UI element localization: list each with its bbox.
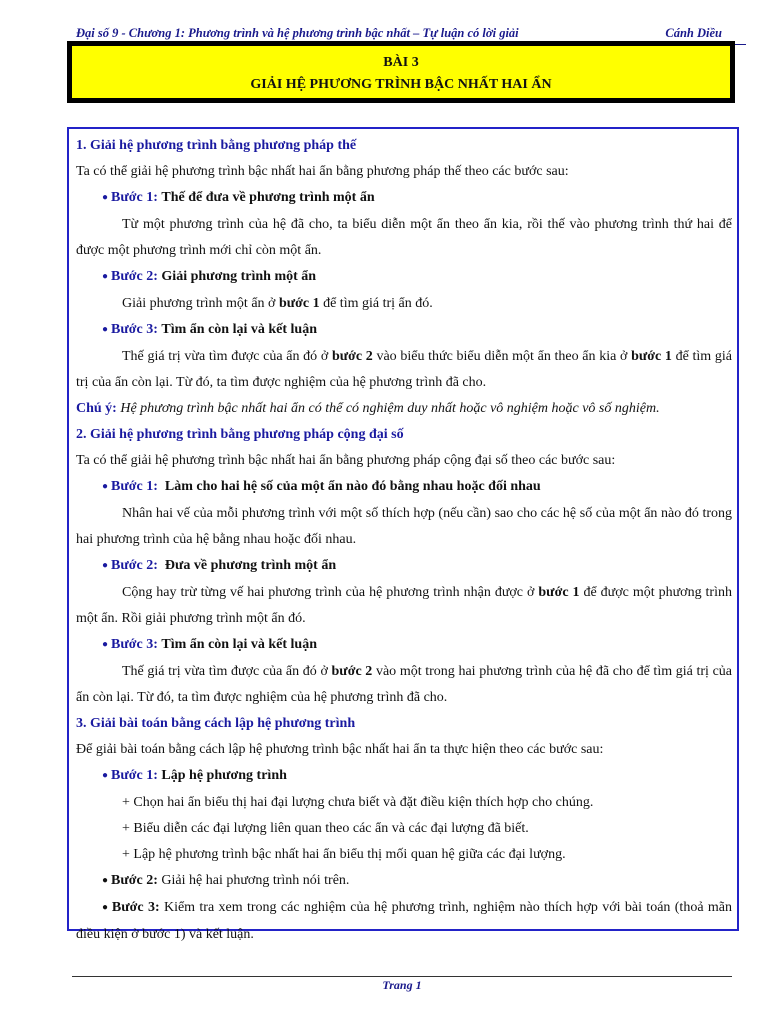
s2-step-1: ● Bước 1: Làm cho hai hệ số của một ẩn nào đó bằng nhau hoặc đối nhau xyxy=(102,479,541,494)
bullet-icon: ● xyxy=(102,770,109,781)
content-frame xyxy=(67,127,739,942)
section-1-intro: Ta có thể giải hệ phương trình bậc nhất hai ẩn bằng phương pháp thế theo các bước sau: xyxy=(76,164,569,179)
section-2-title: 2. Giải hệ phương trình bằng phương pháp cộng đại số xyxy=(76,427,404,442)
s2-step-3-body: Thế giá trị vừa tìm được của ẩn đó ở bước 2 vào một trong hai phương trình của hệ đã cho để tìm giá trị của ẩn còn lại. Từ đó, ta tìm được nghiệm của hệ phương trình đã cho. xyxy=(76,664,733,705)
lesson-name: GIẢI HỆ PHƯƠNG TRÌNH BẬC NHẤT HAI ẨN xyxy=(250,77,552,92)
s3-item: + Lập hệ phương trình bậc nhất hai ẩn biểu thị mối quan hệ giữa các đại lượng. xyxy=(122,847,566,862)
s3-step-1: ● Bước 1: Lập hệ phương trình xyxy=(102,768,287,783)
page-number: Trang 1 xyxy=(382,978,422,992)
section-2-intro: Ta có thể giải hệ phương trình bậc nhất hai ẩn bằng phương pháp cộng đại số theo các bước sau: xyxy=(76,453,616,468)
section-3-intro: Để giải bài toán bằng cách lập hệ phương trình bậc nhất hai ẩn ta thực hiện theo các bước sau: xyxy=(76,742,604,757)
s3-item: + Chọn hai ẩn biểu thị hai đại lượng chưa biết và đặt điều kiện thích hợp cho chúng. xyxy=(122,795,594,810)
bullet-icon: ● xyxy=(102,481,109,492)
s2-step-2: ● Bước 2: Đưa về phương trình một ẩn xyxy=(102,558,337,573)
s3-step-2: ● Bước 2: Giải hệ hai phương trình nói trên. xyxy=(102,873,350,888)
s1-step-1-body: Từ một phương trình của hệ đã cho, ta biểu diễn một ẩn theo ẩn kia, rồi thế vào phương trình thứ hai để được một phương trình mới chỉ còn một ẩn. xyxy=(76,217,732,258)
bullet-icon: ● xyxy=(102,324,109,335)
s2-step-1-body: Nhân hai vế của mỗi phương trình với một số thích hợp (nếu cần) sao cho các hệ số của một ẩn nào đó trong hai phương trình của hệ bằng nhau hoặc đối nhau. xyxy=(76,506,732,547)
bullet-icon: ● xyxy=(102,902,109,913)
s2-step-2-body: Cộng hay trừ từng vế hai phương trình của hệ phương trình nhận được ở bước 1 để được một phương trình một ẩn. Rồi giải phương trình một ẩn đó. xyxy=(76,585,732,626)
s1-step-3: ● Bước 3: Tìm ẩn còn lại và kết luận xyxy=(102,322,318,337)
header-publisher: Cánh Diều xyxy=(665,26,722,40)
bullet-icon: ● xyxy=(102,560,109,571)
bullet-icon: ● xyxy=(102,875,109,886)
s3-item: + Biểu diễn các đại lượng liên quan theo các ẩn và các đại lượng đã biết. xyxy=(122,821,529,836)
lesson-number: BÀI 3 xyxy=(383,55,419,70)
s1-step-3-body: Thế giá trị vừa tìm được của ẩn đó ở bước 2 vào biểu thức biểu diễn một ẩn theo ẩn kia ở bước 1 để tìm giá trị của ẩn còn lại. Từ đó, ta tìm được nghiệm của hệ phương trình đã cho. xyxy=(76,349,732,390)
s2-step-3: ● Bước 3: Tìm ẩn còn lại và kết luận xyxy=(102,637,318,652)
s1-step-2-body: Giải phương trình một ẩn ở bước 1 để tìm giá trị ẩn đó. xyxy=(122,296,433,311)
section-3-title: 3. Giải bài toán bằng cách lập hệ phương trình xyxy=(76,716,356,731)
footer-divider xyxy=(72,976,732,977)
s1-step-1: ● Bước 1: Thế để đưa về phương trình một ẩn xyxy=(102,190,375,205)
s3-step-3: ● Bước 3: Kiểm tra xem trong các nghiệm của hệ phương trình, nghiệm nào thích hợp với bài toán (thoả mãn điều kiện ở bước 1) và kết luận. xyxy=(76,900,732,942)
bullet-icon: ● xyxy=(102,639,109,650)
s1-note: Chú ý: Hệ phương trình bậc nhất hai ẩn có thể có nghiệm duy nhất hoặc vô nghiệm hoặc vô số nghiệm. xyxy=(76,401,660,416)
section-1-title: 1. Giải hệ phương trình bằng phương pháp thế xyxy=(76,138,357,153)
s1-step-2: ● Bước 2: Giải phương trình một ẩn xyxy=(102,269,317,284)
bullet-icon: ● xyxy=(102,192,109,203)
lesson-title-box xyxy=(67,41,735,103)
bullet-icon: ● xyxy=(102,271,109,282)
header-chapter-title: Đại số 9 - Chương 1: Phương trình và hệ phương trình bậc nhất – Tự luận có lời giải xyxy=(76,26,519,40)
